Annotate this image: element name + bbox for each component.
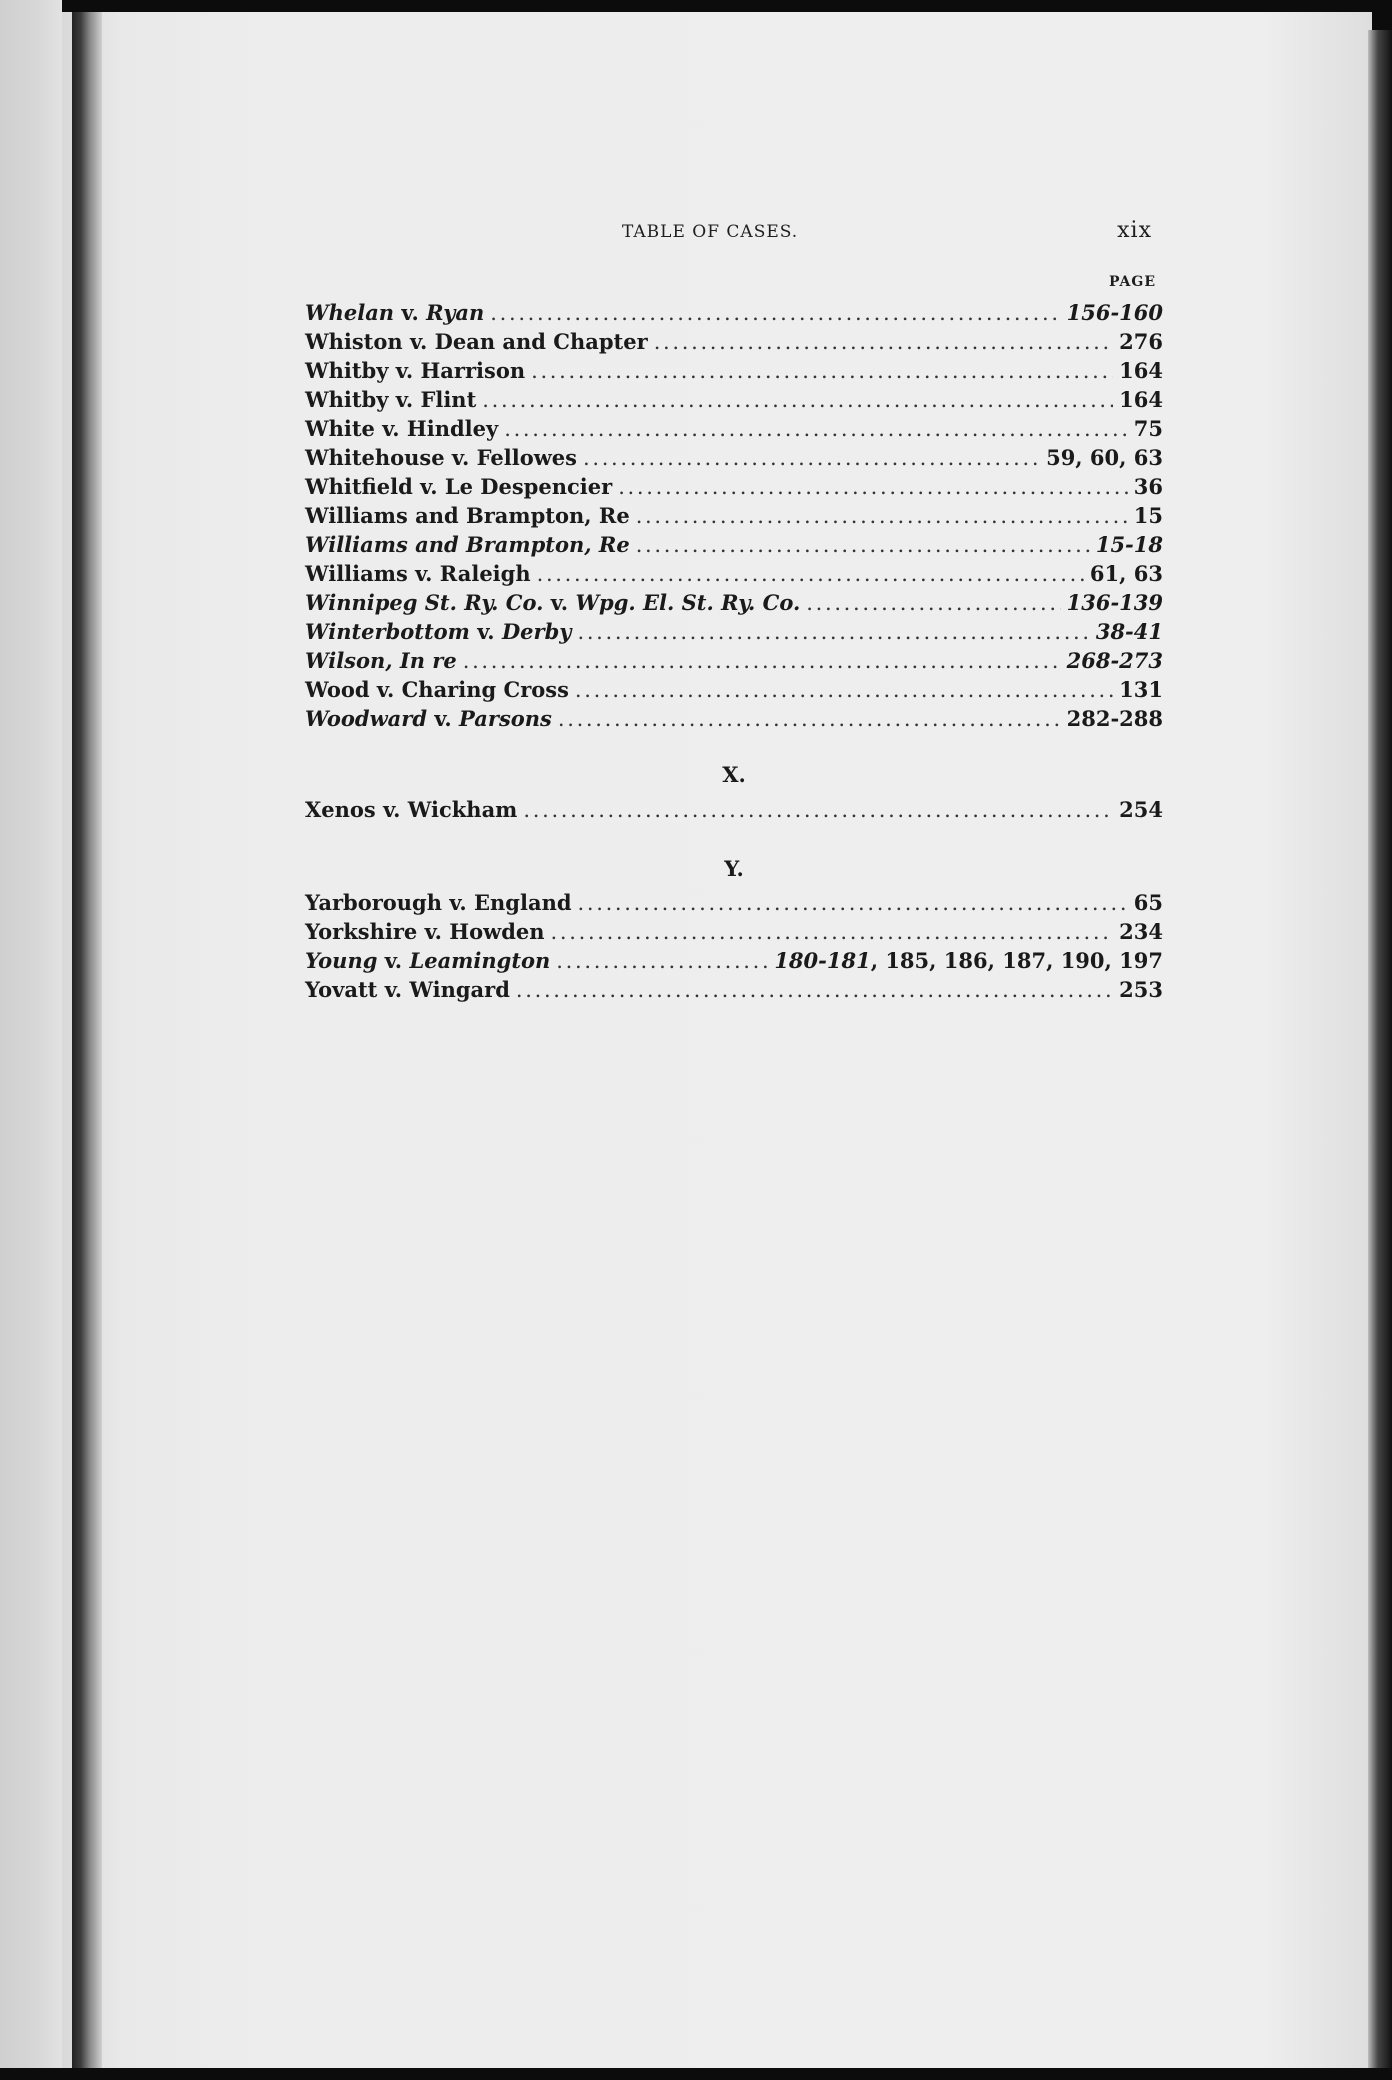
case-entry: Whitehouse v. Fellowes . . . 59, 60, 63 [305,445,1163,474]
page-reference: 15 [1133,503,1163,528]
dot-leader [490,301,1060,325]
case-entry: Yorkshire v. Howden . . . 234 [305,919,1163,948]
case-entry: Williams and Brampton, Re . . . 15-18 [305,532,1163,561]
page-reference: 164 [1119,358,1163,383]
section-letter-y: Y. [724,856,744,881]
page-reference: 276 [1119,329,1163,354]
scan-top-border [0,0,1392,12]
page-reference: 282-288 [1066,706,1163,731]
case-entry: Whitfield v. Le Despencier . . . 36 [305,474,1163,503]
page-reference: 268-273 [1066,648,1163,673]
page-right-edge [1368,30,1392,2070]
dot-leader [578,891,1128,915]
book-spine-shadow [72,12,102,2068]
dot-leader [558,707,1061,731]
case-entry: Yovatt v. Wingard . . . 253 [305,977,1163,1006]
case-entry: Young v. Leamington . . . 180-181, 185, 186, 187, 190, 197 [305,948,1163,977]
page-reference: 36 [1133,474,1163,499]
page-reference: 15-18 [1095,532,1163,557]
dot-leader [551,920,1114,944]
dot-leader [463,649,1061,673]
case-entry: Xenos v. Wickham . . . 254 [305,797,1163,826]
case-entry: Winnipeg St. Ry. Co. v. Wpg. El. St. Ry. Co. . . . 136-139 [305,590,1163,619]
case-entry: Whitby v. Harrison . . . 164 [305,358,1163,387]
dot-leader [516,978,1113,1002]
dot-leader [583,446,1040,470]
case-entry: Wood v. Charing Cross . . . 131 [305,677,1163,706]
dot-leader [577,620,1089,644]
dot-leader [504,417,1128,441]
dot-leader [556,949,768,973]
dot-leader [618,475,1128,499]
page-reference: 61, 63 [1089,561,1163,586]
dot-leader [531,359,1113,383]
page-column-head: PAGE [1109,274,1156,290]
case-entry: White v. Hindley . . . 75 [305,416,1163,445]
facing-page-edge [0,0,62,2080]
page-reference: 131 [1119,677,1163,702]
case-entry: Woodward v. Parsons . . . 282-288 [305,706,1163,735]
case-entry: Winterbottom v. Derby . . . 38-41 [305,619,1163,648]
dot-leader [636,504,1128,528]
page-reference: 65 [1133,890,1163,915]
page-reference: 156-160 [1066,300,1163,325]
dot-leader [575,678,1113,702]
scan-bottom-border [0,2068,1392,2080]
case-list-x [305,797,1163,826]
case-entry: Yarborough v. England . . . 65 [305,890,1163,919]
dot-leader [654,330,1113,354]
page-number: xix [1117,218,1152,243]
page-reference: 38-41 [1095,619,1163,644]
running-title: TABLE OF CASES. [622,222,799,242]
page-reference: 75 [1133,416,1163,441]
page-reference: 234 [1119,919,1163,944]
case-entry: Whiston v. Dean and Chapter . . . 276 [305,329,1163,358]
page-reference: 180-181, 185, 186, 187, 190, 197 [774,948,1163,973]
case-entry: Wilson, In re . . . 268-273 [305,648,1163,677]
case-entry: Whelan v. Ryan . . . 156-160 [305,300,1163,329]
case-list-y [305,890,1163,1006]
dot-leader [482,388,1113,412]
page-reference: 254 [1119,797,1163,822]
dot-leader [636,533,1090,557]
page-reference: 253 [1119,977,1163,1002]
page-reference: 59, 60, 63 [1046,445,1163,470]
page-reference: 164 [1119,387,1163,412]
case-entry: Williams v. Raleigh . . . 61, 63 [305,561,1163,590]
dot-leader [537,562,1084,586]
running-head [300,218,1160,248]
section-letter-x: X. [722,762,746,787]
dot-leader [806,591,1060,615]
case-list-w [305,300,1163,735]
case-entry: Williams and Brampton, Re . . . 15 [305,503,1163,532]
case-entry: Whitby v. Flint . . . 164 [305,387,1163,416]
dot-leader [523,798,1113,822]
page-reference: 136-139 [1066,590,1163,615]
